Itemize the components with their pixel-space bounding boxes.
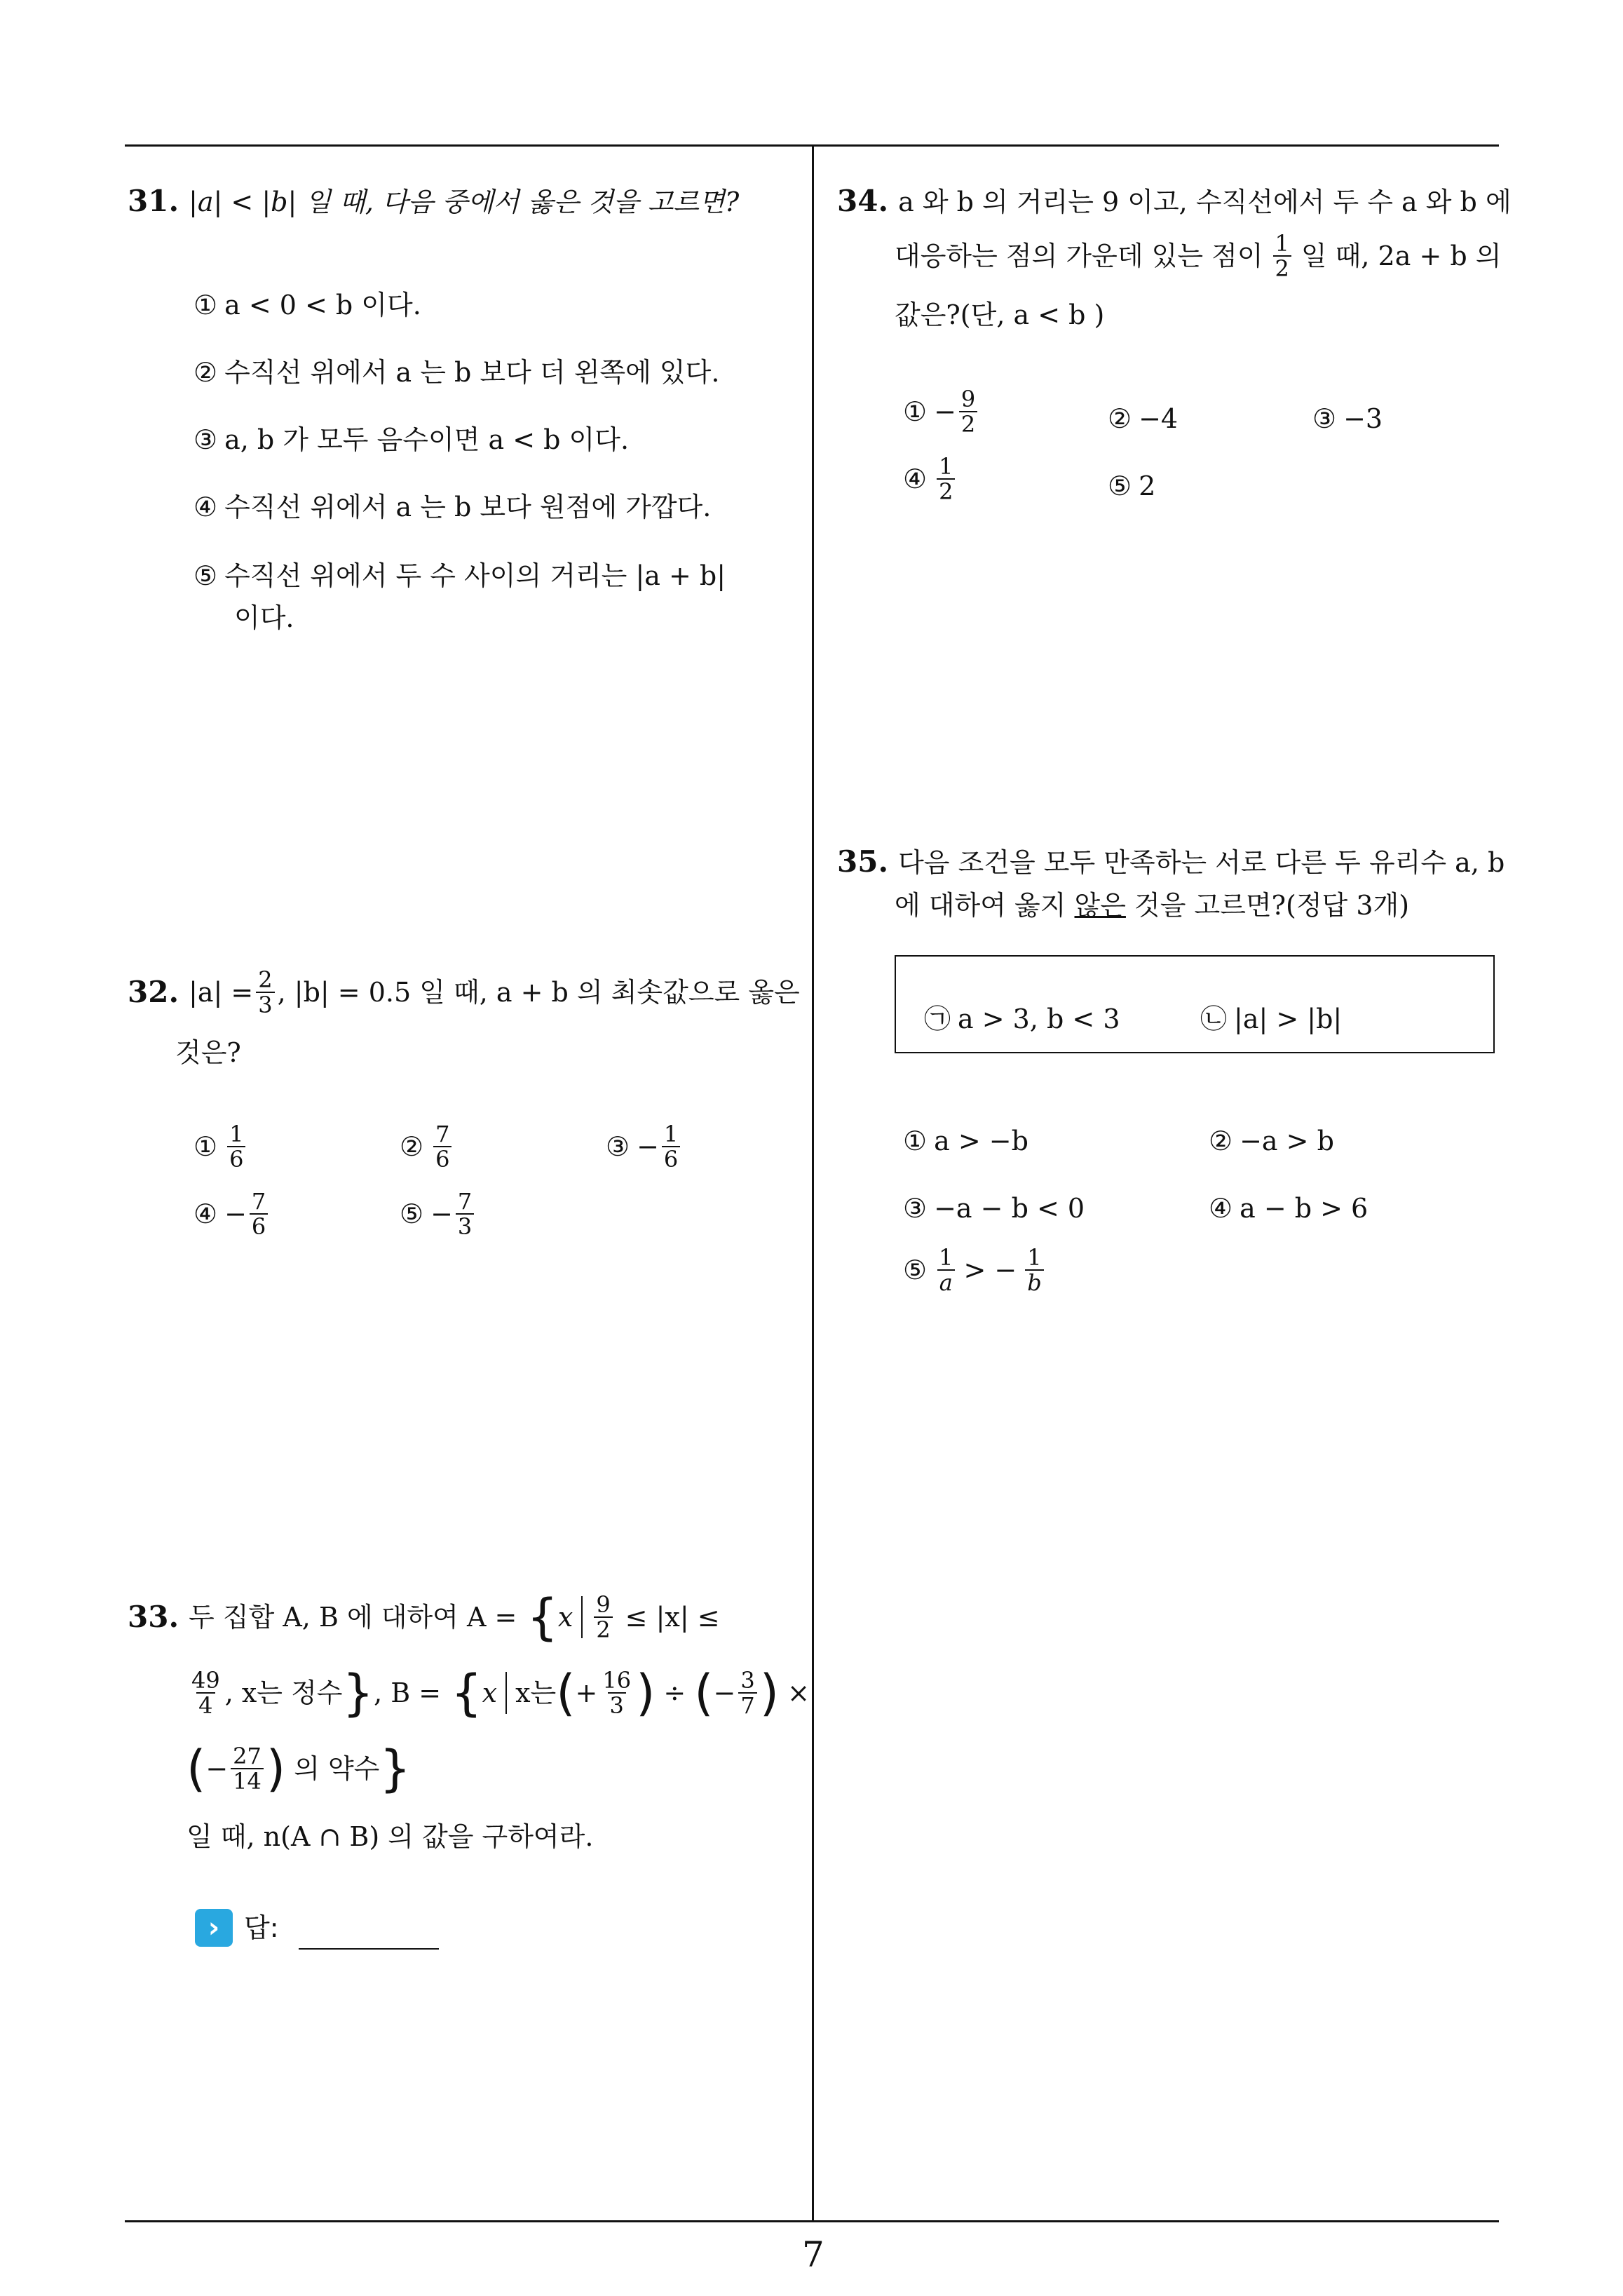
q34-option-5[interactable] — [1108, 470, 1155, 502]
answer-arrow-icon: › — [195, 1909, 233, 1947]
numerator: 7 — [251, 1188, 266, 1215]
right-brace: } — [379, 1740, 411, 1797]
q32-stem-b: , |b| = 0.5 일 때, a + b 의 최솟값으로 옳은 — [277, 977, 800, 1008]
q34-line-3: 값은?(단, a < b ) — [895, 299, 1105, 330]
numerator: 9 — [960, 386, 976, 412]
option-text: a, b 가 모두 음수이면 a < b 이다. — [224, 424, 630, 455]
left-brace: { — [527, 1588, 558, 1646]
option-text: 이다. — [234, 602, 294, 633]
q34-option-4[interactable] — [903, 454, 958, 504]
q33-line2-b: , B = — [374, 1677, 442, 1708]
condition-text: a > 3, b < 3 — [958, 1004, 1120, 1034]
denominator: 7 — [738, 1692, 756, 1717]
option-text: −a > b — [1240, 1126, 1334, 1156]
q34-line1-text: a 와 b 의 거리는 9 이고, 수직선에서 두 수 a 와 b 에 — [898, 187, 1512, 217]
right-brace: } — [342, 1664, 374, 1722]
option-mark: ③ — [193, 424, 218, 455]
left-paren: ( — [694, 1664, 714, 1722]
q33-line-3 — [186, 1735, 411, 1802]
option-mark: ③ — [606, 1131, 630, 1162]
q33-line-4: 일 때, n(A ∩ B) 의 값을 구하여라. — [186, 1821, 594, 1852]
q31-option-3[interactable] — [193, 424, 629, 456]
option-mark: ① — [193, 290, 218, 320]
option-mark: ④ — [903, 464, 928, 494]
option-mark: ③ — [903, 1193, 928, 1224]
denominator: 6 — [227, 1146, 245, 1171]
set-bar — [505, 1672, 507, 1714]
numerator: 2 — [258, 966, 273, 993]
q33-fraction-2 — [189, 1668, 222, 1717]
denominator: a — [937, 1269, 955, 1295]
numerator: 1 — [1275, 230, 1289, 257]
q31-option-5-cont — [234, 602, 294, 634]
numerator: 1 — [939, 1244, 953, 1271]
option-text: −a − b < 0 — [934, 1193, 1085, 1224]
numerator: 9 — [596, 1591, 611, 1618]
q33-line-1 — [128, 1583, 720, 1651]
q31-option-2[interactable] — [193, 356, 719, 389]
denominator: 6 — [433, 1146, 451, 1171]
condition-mark: ㉠ — [924, 1004, 951, 1034]
option-mark: ④ — [1209, 1193, 1233, 1224]
q34-option-1[interactable] — [903, 387, 980, 436]
condition-mark: ㉡ — [1200, 1004, 1228, 1034]
column-divider — [812, 144, 814, 2222]
option-mark: ④ — [193, 492, 218, 522]
q31-option-4[interactable] — [193, 491, 711, 523]
option-mark: ④ — [193, 1198, 218, 1229]
sign: − — [205, 1753, 229, 1784]
q31-option-1[interactable] — [193, 289, 421, 321]
option-text: a < 0 < b 이다. — [224, 290, 421, 320]
left-paren: ( — [186, 1740, 206, 1797]
option-mark: ② — [400, 1131, 424, 1162]
divide-sign: ÷ — [663, 1677, 686, 1708]
q35-line1-text: 다음 조건을 모두 만족하는 서로 다른 두 유리수 a, b — [898, 847, 1505, 878]
option-mark: ⑤ — [400, 1198, 424, 1229]
option-mark: ② — [1108, 403, 1132, 434]
option-mark: ⑤ — [903, 1255, 928, 1285]
option-fraction — [937, 1245, 955, 1295]
numerator: 16 — [602, 1667, 632, 1694]
q33-line-2 — [186, 1659, 810, 1727]
option-sign: − — [224, 1198, 247, 1229]
right-paren: ) — [266, 1740, 286, 1797]
option-text: −4 — [1139, 403, 1179, 434]
option-fraction — [227, 1122, 245, 1171]
option-text: 수직선 위에서 a 는 b 보다 더 왼쪽에 있다. — [224, 357, 720, 388]
option-fraction — [662, 1122, 680, 1171]
left-paren: ( — [556, 1664, 576, 1722]
q33-fraction-4 — [738, 1668, 756, 1717]
q33-line3-text: 의 약수 — [294, 1753, 380, 1784]
option-fraction — [456, 1189, 474, 1238]
q32-stem-cont: 것은? — [175, 1037, 241, 1068]
q35-option-2[interactable] — [1209, 1125, 1334, 1157]
q34-option-2[interactable] — [1108, 403, 1178, 435]
q31-stem — [128, 185, 739, 218]
option-fraction — [959, 387, 977, 436]
denominator: 6 — [250, 1213, 268, 1238]
q35-option-1[interactable] — [903, 1125, 1028, 1157]
q34-line-1 — [837, 185, 1512, 218]
denominator: 2 — [937, 478, 955, 504]
q33-number: 33. — [128, 1600, 179, 1634]
q35-line-1 — [837, 846, 1505, 879]
denominator: 2 — [1273, 255, 1291, 281]
q34-line-2 — [895, 224, 1502, 288]
q32-option-2[interactable] — [400, 1122, 454, 1171]
q32-stem-a: |a| = — [189, 977, 254, 1008]
denominator: 6 — [662, 1146, 680, 1171]
denominator: 2 — [594, 1616, 612, 1642]
q33-fraction-5 — [231, 1744, 264, 1793]
q33-fraction-3 — [600, 1668, 633, 1717]
sign: + — [575, 1677, 598, 1708]
denominator: 3 — [256, 992, 274, 1017]
option-mark: ① — [903, 396, 928, 427]
numerator: 27 — [233, 1743, 262, 1769]
numerator: 49 — [191, 1667, 220, 1694]
numerator: 1 — [229, 1121, 244, 1147]
q34-option-3[interactable] — [1312, 403, 1383, 435]
option-mark: ② — [193, 357, 218, 388]
answer-blank[interactable] — [299, 1917, 439, 1950]
option-sign: − — [934, 396, 956, 427]
q32-fraction — [256, 968, 274, 1017]
q32-option-1[interactable] — [193, 1122, 248, 1171]
numerator: 7 — [457, 1188, 473, 1215]
q34-line2-a: 대응하는 점의 가운데 있는 점이 — [895, 241, 1263, 271]
q32-option-3[interactable] — [606, 1122, 683, 1171]
option-fraction — [1025, 1245, 1043, 1295]
q33-fraction-1 — [594, 1593, 612, 1642]
numerator: 1 — [1027, 1244, 1042, 1271]
q32-number: 32. — [128, 975, 179, 1009]
denominator: 2 — [959, 411, 977, 436]
q35-line2-a: 에 대하여 옳지 — [895, 890, 1066, 921]
q35-option-4[interactable] — [1209, 1192, 1368, 1224]
times-sign: × — [787, 1677, 810, 1708]
set-bar — [581, 1596, 583, 1638]
numerator: 1 — [663, 1121, 679, 1147]
option-text: > − — [963, 1255, 1017, 1285]
q35-number: 35. — [837, 844, 889, 879]
option-mark: ① — [903, 1126, 928, 1156]
option-mark: ⑤ — [193, 560, 218, 591]
denominator: 4 — [196, 1692, 215, 1717]
underlined-word: 않은 — [1074, 890, 1126, 921]
denominator: 3 — [608, 1692, 626, 1717]
set-variable: x — [482, 1677, 498, 1708]
q32-option-5[interactable] — [400, 1189, 477, 1238]
set-variable: x — [557, 1602, 573, 1633]
numerator: 3 — [740, 1667, 755, 1694]
numerator: 1 — [939, 453, 953, 480]
condition-text: |a| > |b| — [1234, 1004, 1343, 1034]
option-text: a > −b — [934, 1126, 1028, 1156]
q35-line2-b: 것을 고르면?(정답 3개) — [1134, 890, 1410, 921]
condition-1 — [924, 1003, 1120, 1035]
option-mark: ① — [193, 1131, 218, 1162]
denominator: b — [1025, 1269, 1043, 1295]
q31-number: 31. — [128, 184, 179, 218]
option-sign: − — [430, 1198, 453, 1229]
denominator: 3 — [456, 1213, 474, 1238]
option-text: a − b > 6 — [1240, 1193, 1369, 1224]
option-text: 2 — [1139, 471, 1156, 501]
condition-2 — [1200, 1003, 1342, 1035]
q33-line2-c: x는 — [515, 1677, 557, 1708]
answer-label: 답: — [244, 1912, 279, 1943]
right-paren: ) — [636, 1664, 656, 1722]
option-text: 수직선 위에서 두 수 사이의 거리는 |a + b| — [224, 560, 726, 591]
q33-line2-a: , x는 정수 — [224, 1677, 343, 1708]
option-fraction — [937, 454, 955, 504]
q34-number: 34. — [837, 184, 889, 218]
option-mark: ③ — [1312, 403, 1337, 434]
q33-line1-a: 두 집합 A, B 에 대하여 A = — [189, 1602, 517, 1633]
q31-stem-text: |a| < |b| 일 때, 다음 중에서 옳은 것을 고르면? — [189, 187, 740, 217]
option-mark: ⑤ — [1108, 471, 1132, 501]
right-paren: ) — [759, 1664, 780, 1722]
sign: − — [713, 1677, 736, 1708]
q32-stem — [128, 961, 800, 1024]
denominator: 14 — [231, 1768, 264, 1793]
q35-option-5[interactable] — [903, 1245, 1047, 1295]
numerator: 7 — [435, 1121, 450, 1147]
page-number: 7 — [802, 2234, 824, 2275]
q33-line1-b: ≤ |x| ≤ — [625, 1602, 720, 1633]
option-text: −3 — [1343, 403, 1383, 434]
option-mark: ② — [1209, 1126, 1233, 1156]
q35-line-2 — [895, 889, 1409, 921]
option-fraction — [433, 1122, 451, 1171]
left-brace: { — [451, 1664, 482, 1722]
option-fraction — [250, 1189, 268, 1238]
option-text: 수직선 위에서 a 는 b 보다 원점에 가깝다. — [224, 492, 712, 522]
q34-fraction — [1273, 231, 1291, 281]
q31-option-5[interactable] — [193, 560, 726, 592]
option-sign: − — [637, 1131, 659, 1162]
q35-option-3[interactable] — [903, 1192, 1085, 1224]
q32-option-4[interactable] — [193, 1189, 271, 1238]
q34-line2-b: 일 때, 2a + b 의 — [1301, 241, 1502, 271]
